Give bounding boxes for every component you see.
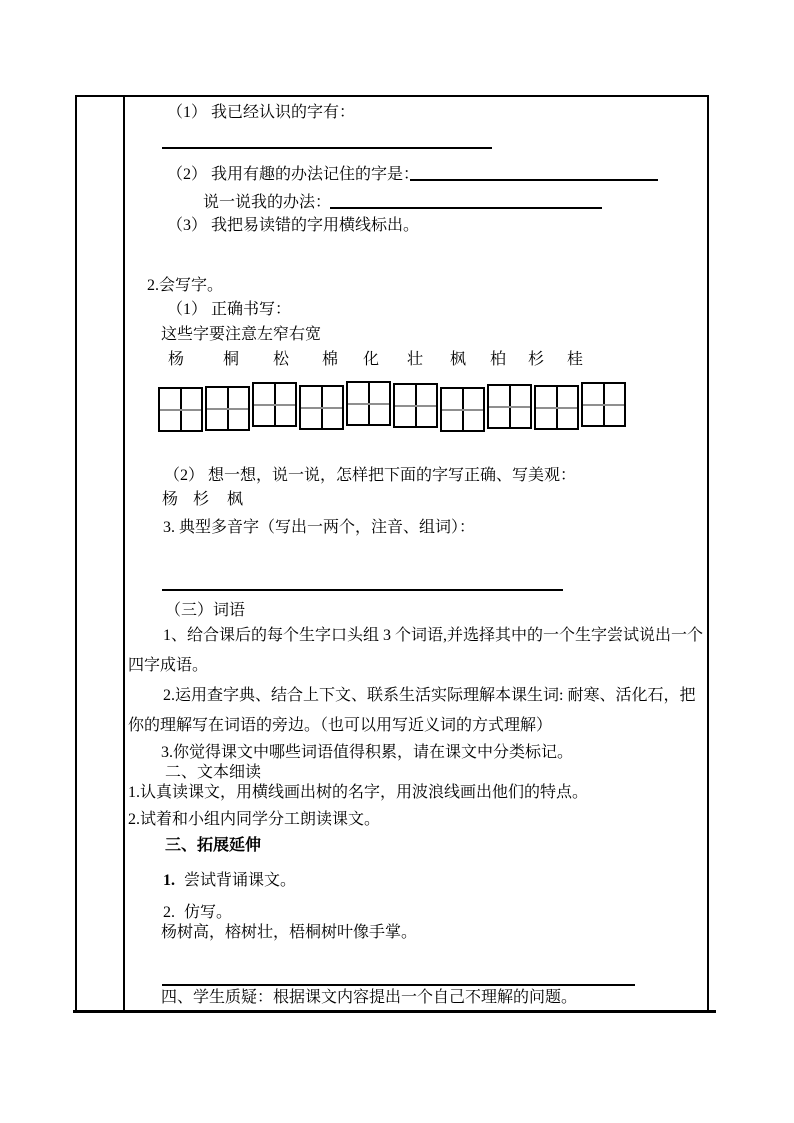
- words-item1-line2: 四字成语。: [128, 657, 209, 674]
- reading-heading: 二、文本细读: [165, 764, 262, 781]
- recognize-item2-method: 说一说我的办法：: [203, 194, 332, 211]
- practice-char: 杉: [528, 351, 545, 368]
- extension-item2-text: 仿写。: [184, 904, 233, 921]
- practice-char: 松: [273, 351, 290, 368]
- table-border-top: [75, 95, 709, 97]
- extension-item1-text: 尝试背诵课文。: [184, 872, 297, 889]
- table-border-right: [707, 95, 709, 1012]
- review-char: 杨: [162, 491, 179, 508]
- char-grid-box: [440, 387, 485, 432]
- recognize-item1: （1） 我已经认识的字有：: [167, 104, 356, 121]
- char-grid-box: [299, 385, 344, 430]
- char-grid-box: [158, 387, 203, 432]
- character-writing-grid: [158, 381, 628, 432]
- practice-char: 化: [363, 351, 380, 368]
- extension-item2-number: 2.: [163, 904, 175, 921]
- char-grid-box: [487, 384, 532, 429]
- words-item1-line1: 1、给合课后的每个生字口头组 3 个词语,并选择其中的一个生字尝试说出一个: [163, 627, 704, 644]
- char-grid-box: [581, 382, 626, 427]
- write-item1: （1） 正确书写：: [167, 301, 292, 318]
- char-grid-box: [534, 385, 579, 430]
- extension-item2: [163, 904, 232, 922]
- review-char: 杉: [193, 491, 210, 508]
- answer-blank-line-5: [162, 984, 635, 986]
- char-grid-box: [205, 386, 250, 431]
- practice-char: 柏: [490, 351, 507, 368]
- reading-item1: 1.认真读课文，用横线画出树的名字，用波浪线画出他们的特点。: [128, 784, 589, 801]
- recognize-item2: （2） 我用有趣的办法记住的字是：: [167, 166, 420, 183]
- write-heading: 2.会写字。: [147, 277, 224, 294]
- char-grid-box: [346, 381, 391, 426]
- extension-example: 杨树高，榕树壮，梧桐树叶像手掌。: [161, 924, 418, 941]
- table-border-bottom: [73, 1010, 716, 1013]
- answer-blank-line-2: [410, 179, 658, 181]
- question-heading: 四、学生质疑：根据课文内容提出一个自己不理解的问题。: [161, 989, 578, 1006]
- extension-item1-number: 1.: [163, 872, 175, 889]
- extension-item1: [163, 872, 296, 890]
- practice-char: 桐: [223, 351, 240, 368]
- write-item2: （2） 想一想，说一说，怎样把下面的字写正确、写美观：: [164, 467, 577, 484]
- answer-blank-line-4: [162, 589, 563, 591]
- char-grid-box: [393, 383, 438, 428]
- practice-char: 棉: [322, 351, 339, 368]
- char-grid-box: [252, 382, 297, 427]
- extension-heading: 三、拓展延伸: [165, 837, 262, 854]
- answer-blank-line-3: [330, 207, 602, 209]
- review-char: 枫: [227, 491, 244, 508]
- practice-char: 壮: [407, 351, 424, 368]
- reading-item2: 2.试着和小组内同学分工朗读课文。: [128, 811, 381, 828]
- recognize-item3: （3） 我把易读错的字用横线标出。: [167, 217, 420, 234]
- practice-char: 桂: [567, 351, 584, 368]
- table-column-divider: [123, 95, 125, 1012]
- words-item2-line2: 你的理解写在词语的旁边。（也可以用写近义词的方式理解）: [128, 717, 553, 734]
- answer-blank-line-1: [162, 147, 492, 149]
- words-heading: （三）词语: [165, 602, 246, 619]
- words-item3: 3.你觉得课文中哪些词语值得积累，请在课文中分类标记。: [161, 744, 574, 761]
- polyphonic-item: 3. 典型多音字（写出一两个，注音、组词）：: [163, 519, 476, 536]
- words-item2-line1: 2.运用查字典、结合上下文、联系生活实际理解本课生词: 耐寒、活化石，把: [163, 687, 696, 704]
- practice-char: 枫: [450, 351, 467, 368]
- write-note: 这些字要注意左窄右宽: [161, 326, 322, 343]
- left-margin-cell: [77, 97, 123, 1010]
- practice-char: 杨: [168, 351, 185, 368]
